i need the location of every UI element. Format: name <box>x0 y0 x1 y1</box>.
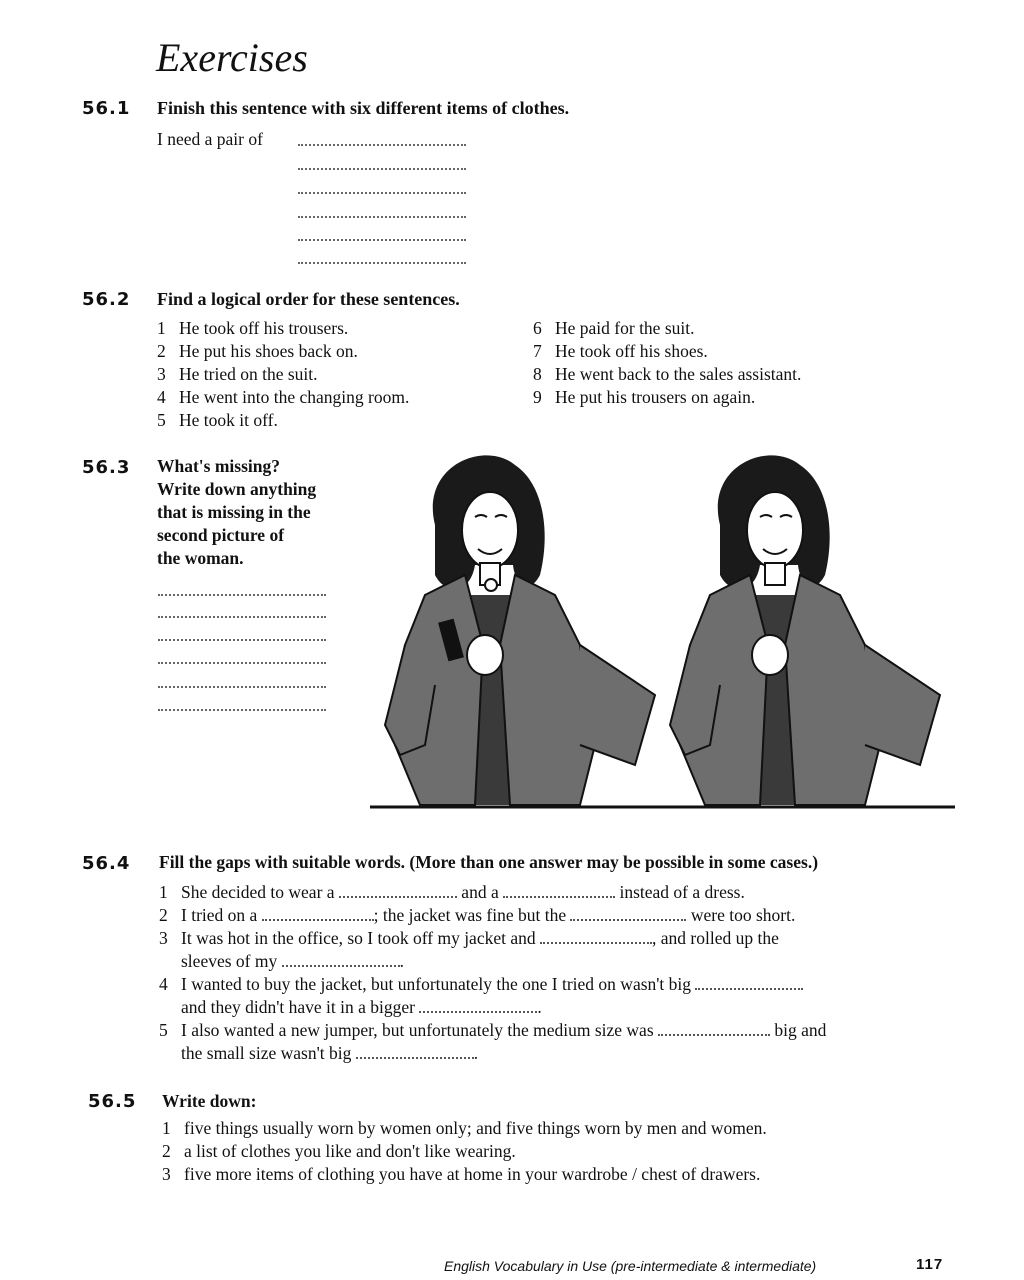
exercise-56-1-prompt: I need a pair of <box>157 129 263 149</box>
answer-line[interactable] <box>298 262 466 264</box>
list-item: 3 He tried on the suit. <box>157 364 318 384</box>
woman-figure-second <box>670 455 940 805</box>
footer-book-title: English Vocabulary in Use (pre-intermediate & intermediate) <box>444 1258 817 1274</box>
page-number: 117 <box>916 1256 944 1273</box>
list-item: 7 He took off his shoes. <box>533 341 708 361</box>
sentence-list-right <box>533 317 801 409</box>
list-item: sleeves of my . <box>181 951 404 971</box>
woman-figure-first <box>385 455 655 805</box>
exercise-number-56-4: 56.4 <box>82 853 131 874</box>
exercise-number-56-3: 56.3 <box>82 457 131 478</box>
list-item: 2 a list of clothes you like and don't like wearing. <box>162 1141 516 1161</box>
gap-field[interactable] <box>695 974 803 990</box>
list-item: 9 He put his trousers on again. <box>533 387 756 407</box>
exercise-56-2-instruction: Find a logical order for these sentences. <box>157 289 460 309</box>
gap-field[interactable] <box>339 882 457 898</box>
list-item: 2 I tried on a ; the jacket was fine but the were too short. <box>159 905 796 925</box>
gap-field[interactable] <box>419 997 537 1013</box>
gap-field[interactable] <box>503 882 615 898</box>
gap-field[interactable] <box>540 928 652 944</box>
list-item: 1 five things usually worn by women only; and five things worn by men and women. <box>162 1118 767 1138</box>
list-item: 5 He took it off. <box>157 410 278 430</box>
list-item: and they didn't have it in a bigger . <box>181 997 542 1017</box>
answer-line[interactable] <box>298 216 466 218</box>
answer-line[interactable] <box>158 639 326 641</box>
gap-field[interactable] <box>658 1020 770 1036</box>
answer-line[interactable] <box>298 144 466 146</box>
list-item: 2 He put his shoes back on. <box>157 341 358 361</box>
gap-field[interactable] <box>570 905 686 921</box>
answer-line[interactable] <box>158 709 326 711</box>
list-item: 1 He took off his trousers. <box>157 318 349 338</box>
exercise-number-56-5: 56.5 <box>88 1091 137 1112</box>
gap-field[interactable] <box>262 905 374 921</box>
gap-field[interactable] <box>282 951 400 967</box>
list-item: 1 She decided to wear a and a instead of a dress. <box>159 882 745 902</box>
exercise-number-56-1: 56.1 <box>82 98 131 119</box>
gap-fill-list <box>159 881 959 1065</box>
sentence-list-left <box>157 317 409 432</box>
list-item: 3 five more items of clothing you have at home in your wardrobe / chest of drawers. <box>162 1164 761 1184</box>
woman-illustration <box>365 445 965 825</box>
exercise-number-56-2: 56.2 <box>82 289 131 310</box>
list-item: 3 It was hot in the office, so I took off my jacket and , and rolled up the <box>159 928 779 948</box>
write-down-list <box>162 1117 767 1186</box>
exercise-56-5-instruction: Write down: <box>162 1091 257 1111</box>
exercise-56-4-instruction: Fill the gaps with suitable words. (More than one answer may be possible in some cases.) <box>159 852 819 872</box>
list-item: 4 He went into the changing room. <box>157 387 410 407</box>
page-title: Exercises <box>156 35 308 80</box>
answer-line[interactable] <box>158 662 326 664</box>
list-item: 5 I also wanted a new jumper, but unfortunately the medium size was big and <box>159 1020 827 1040</box>
answer-line[interactable] <box>298 192 466 194</box>
list-item: 4 I wanted to buy the jacket, but unfortunately the one I tried on wasn't big <box>159 973 959 996</box>
exercise-56-3-instruction: What's missing? Write down anything that is missing in the second picture of the woman. <box>157 456 317 568</box>
answer-line[interactable] <box>298 239 466 241</box>
answer-line[interactable] <box>298 168 466 170</box>
answer-line[interactable] <box>158 686 326 688</box>
answer-line[interactable] <box>158 594 326 596</box>
list-item: 8 He went back to the sales assistant. <box>533 364 802 384</box>
list-item: the small size wasn't big . <box>181 1043 479 1063</box>
answer-line[interactable] <box>158 616 326 618</box>
list-item: 6 He paid for the suit. <box>533 318 695 338</box>
exercise-56-1-instruction: Finish this sentence with six different items of clothes. <box>157 98 570 118</box>
gap-field[interactable] <box>356 1043 474 1059</box>
